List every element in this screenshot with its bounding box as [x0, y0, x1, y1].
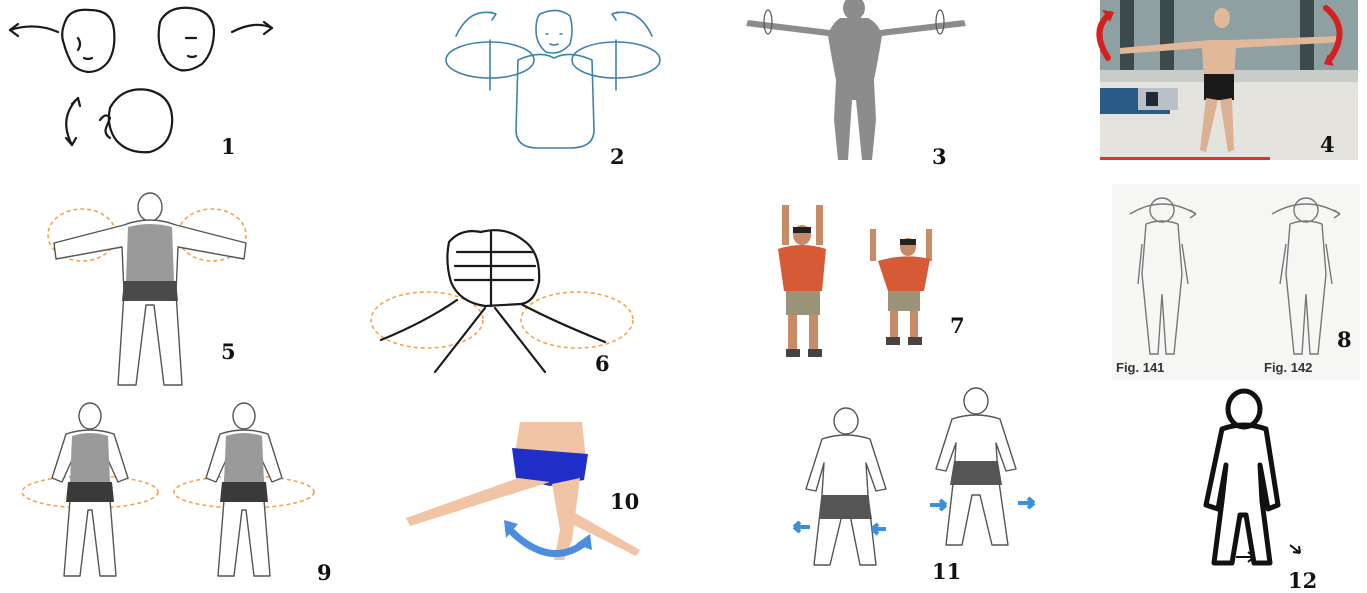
lateral-step-illustration	[780, 385, 1050, 585]
exercise-12-ankle-rotation	[1160, 385, 1360, 592]
exercise-number-11: 11	[932, 559, 962, 584]
exercise-11-lateral-step	[780, 385, 1050, 585]
exercise-10-leg-swing	[400, 420, 660, 580]
exercise-number-8: 8	[1337, 327, 1352, 352]
figure-caption-142: Fig. 142	[1264, 360, 1313, 375]
exercise-number-1: 1	[221, 134, 236, 159]
exercise-4-photo	[1080, 0, 1367, 170]
shoulder-circles-illustration	[420, 0, 680, 170]
exercise-5-arm-circles-figure	[40, 185, 270, 395]
exercise-number-9: 9	[317, 560, 332, 585]
exercise-number-12: 12	[1288, 568, 1318, 593]
figure-caption-141: Fig. 141	[1116, 360, 1165, 375]
exercise-number-6: 6	[595, 351, 610, 376]
exercise-number-7: 7	[950, 313, 965, 338]
trunk-rotation-illustration	[1112, 184, 1360, 380]
hip-circles-illustration	[20, 400, 340, 590]
man-figure-1	[778, 205, 826, 357]
exercise-number-2: 2	[610, 144, 625, 169]
exercise-number-5: 5	[221, 339, 236, 364]
hip-figure-right	[206, 403, 282, 576]
arm-circles-illustration	[740, 0, 1000, 170]
exercise-number-3: 3	[932, 144, 947, 169]
arms-raised-illustration	[760, 195, 980, 375]
exercise-number-4: 4	[1320, 132, 1335, 157]
step-figure-right	[936, 388, 1016, 545]
hip-figure-left	[52, 403, 128, 576]
exercise-2-shoulder-circles	[420, 0, 680, 170]
exercise-1-head-rotation	[0, 0, 260, 170]
step-figure-left	[806, 408, 886, 565]
exercise-number-10: 10	[610, 489, 640, 514]
man-figure-2	[870, 229, 932, 345]
exercise-6-wrist-figure-eight	[365, 222, 635, 382]
exercise-8-trunk-rotation	[1112, 184, 1360, 380]
exercise-7-arms-raised	[760, 195, 980, 375]
ankle-rotation-illustration	[1160, 385, 1360, 592]
exercise-9-hip-circles	[20, 400, 340, 590]
exercise-3-arm-circles	[740, 0, 1000, 170]
